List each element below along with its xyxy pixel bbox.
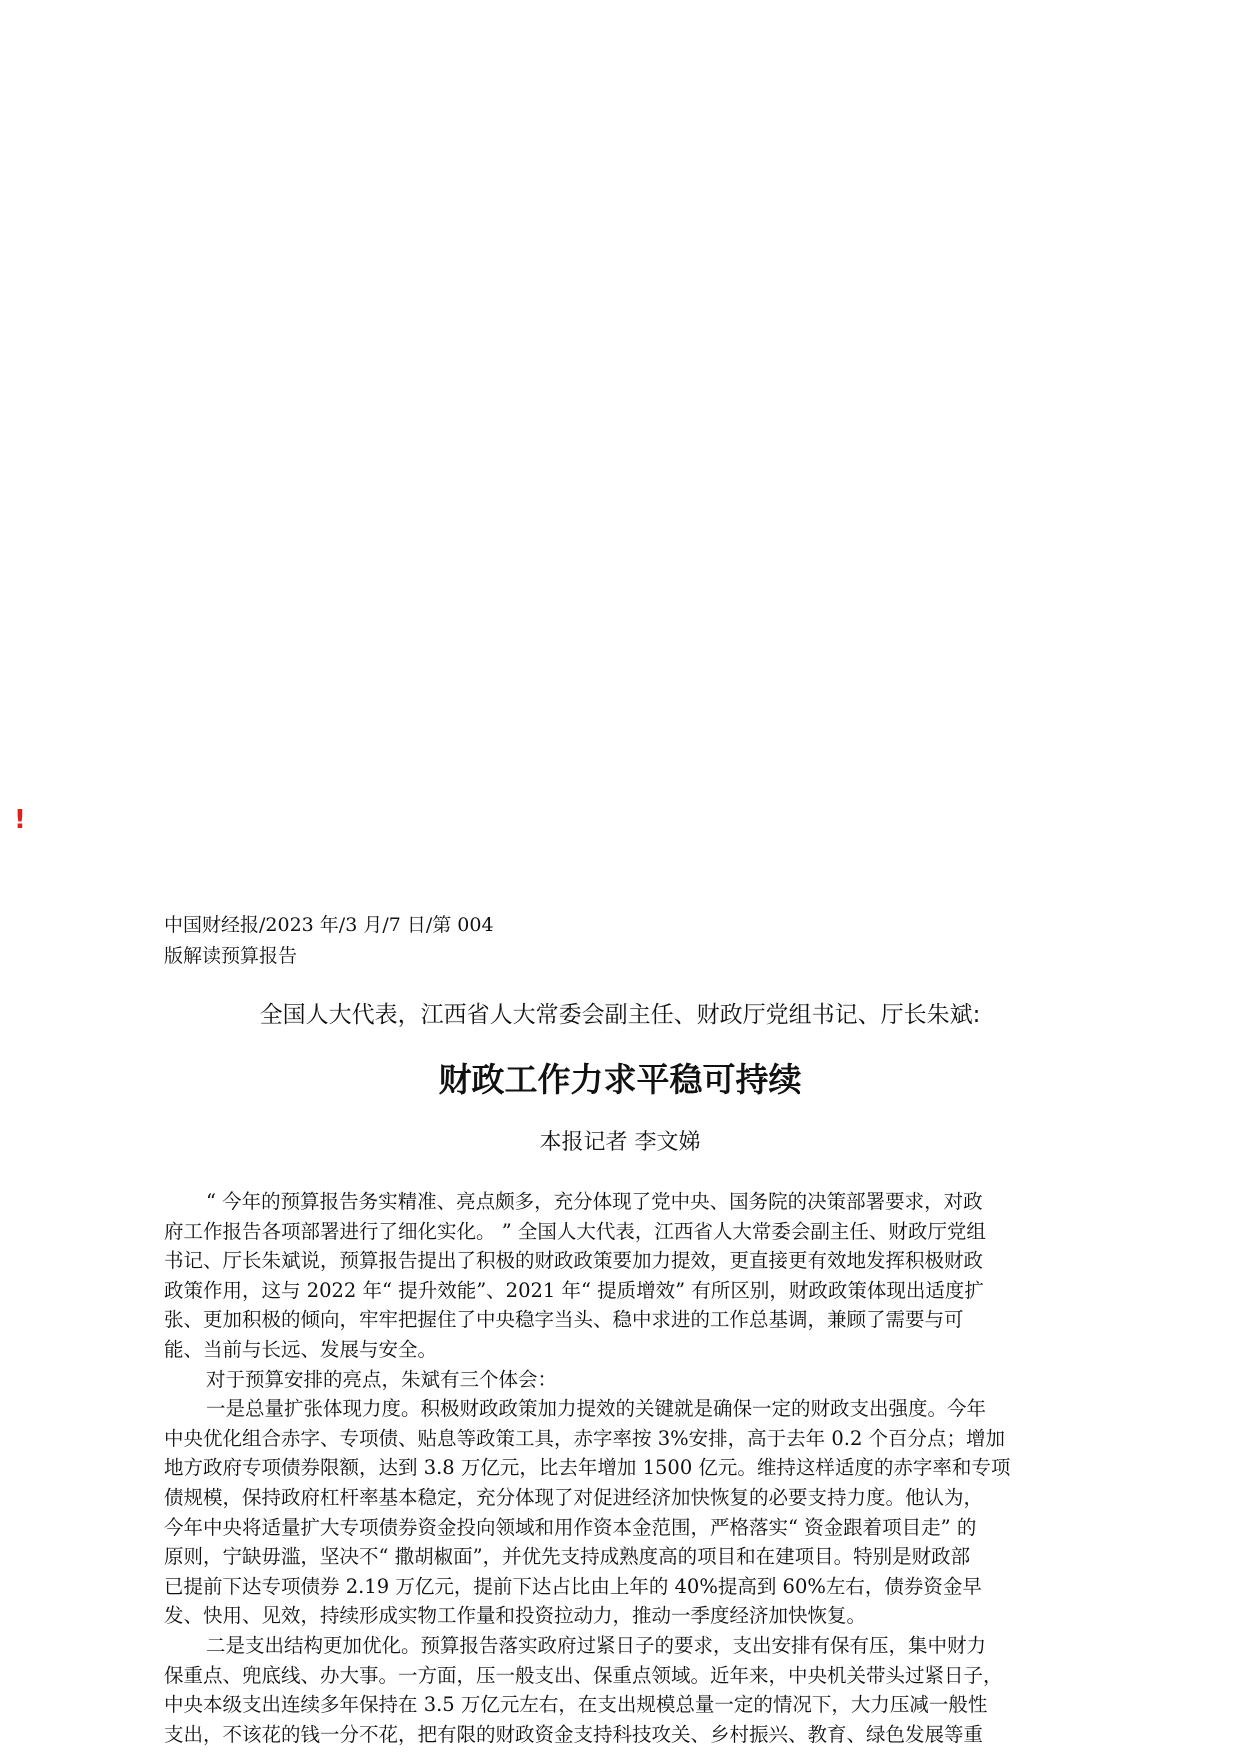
body-text-line: 书记、厅长朱斌说，预算报告提出了积极的财政政策要加力提效，更直接更有效地发挥积极财政 xyxy=(164,1249,984,1273)
body-text-line: 张、更加积极的倾向，牢牢把握住了中央稳字当头、稳中求进的工作总基调，兼顾了需要与可 xyxy=(164,1308,964,1332)
source-line: 中国财经报/2023 年/3 月/7 日/第 004 xyxy=(164,914,494,936)
source-header xyxy=(164,910,494,972)
body-text-line: 政策作用，这与 2022 年“ 提升效能”、2021 年“ 提质增效” 有所区别，财政政策体现出适度扩 xyxy=(164,1278,984,1302)
article-title: 财政工作力求平稳可持续 xyxy=(438,1060,802,1099)
body-text-line: 对于预算安排的亮点，朱斌有三个体会： xyxy=(206,1367,558,1391)
body-text-line: 支出，不该花的钱一分不花，把有限的财政资金支持科技攻关、乡村振兴、教育、绿色发展等重 xyxy=(164,1722,984,1746)
body-text-line: 二是支出结构更加优化。预算报告落实政府过紧日子的要求，支出安排有保有压，集中财力 xyxy=(206,1633,987,1657)
body-text-line: 已提前下达专项债券 2.19 万亿元，提前下达占比由上年的 40%提高到 60%左右，债券资金早 xyxy=(164,1574,982,1598)
body-text-line: 一是总量扩张体现力度。积极财政政策加力提效的关键就是确保一定的财政支出强度。今年 xyxy=(206,1397,987,1421)
exclamation-mark: ! xyxy=(14,805,26,835)
body-text-line: 债规模，保持政府杠杆率基本稳定，充分体现了对促进经济加快恢复的必要支持力度。他认为， xyxy=(164,1485,984,1509)
body-text-line: 地方政府专项债券限额，达到 3.8 万亿元，比去年增加 1500 亿元。维持这样适度的赤字率和专项 xyxy=(164,1456,1011,1480)
section-line: 版解读预算报告 xyxy=(164,945,298,967)
body-text-line: 保重点、兜底线、办大事。一方面，压一般支出、保重点领域。近年来，中央机关带头过紧日子， xyxy=(164,1663,1003,1687)
body-text-line: “ 今年的预算报告务实精准、亮点颇多，充分体现了党中央、国务院的决策部署要求，对政 xyxy=(206,1190,983,1213)
body-text-line: 能、当前与长远、发展与安全。 xyxy=(164,1337,438,1361)
body-text-line: 今年中央将适量扩大专项债券资金投向领域和用作资本金范围，严格落实“ 资金跟着项目走” 的 xyxy=(164,1515,977,1539)
body-text-line: 原则，宁缺毋滥，坚决不“ 撒胡椒面”，并优先支持成熟度高的项目和在建项目。特别是财政部 xyxy=(164,1545,971,1569)
body-text-line: 发、快用、见效，持续形成实物工作量和投资拉动力，推动一季度经济加快恢复。 xyxy=(164,1604,867,1628)
body-text-line: 府工作报告各项部署进行了细化实化。 ” 全国人大代表，江西省人大常委会副主任、财政厅党组 xyxy=(164,1219,986,1243)
body-text-line: 中央本级支出连续多年保持在 3.5 万亿元左右，在支出规模总量一定的情况下，大力压减一般性 xyxy=(164,1693,988,1717)
body-text-line: 中央优化组合赤字、专项债、贴息等政策工具，赤字率按 3%安排，高于去年 0.2 个百分点；增加 xyxy=(164,1426,1006,1450)
article-body xyxy=(164,1187,1084,1749)
article-byline: 本报记者 李文娣 xyxy=(539,1130,701,1155)
article-subtitle: 全国人大代表，江西省人大常委会副主任、财政厅党组书记、厅长朱斌: xyxy=(259,1002,981,1028)
